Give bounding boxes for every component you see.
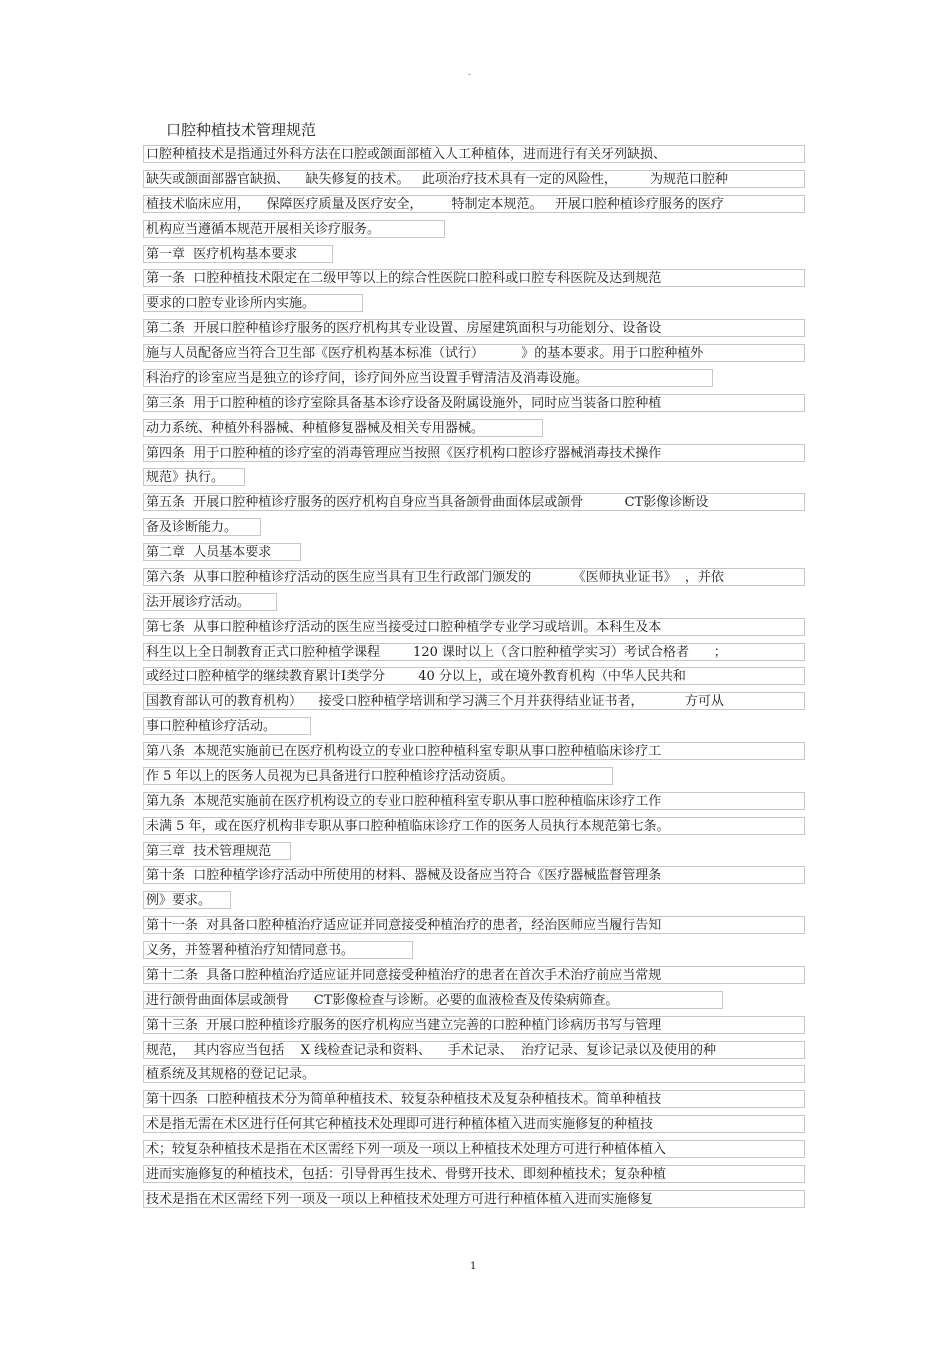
text-line: 国教育部认可的教育机构） 接受口腔种植学培训和学习满三个月并获得结业证书者， 方可从 bbox=[143, 692, 805, 710]
header-mark: - bbox=[468, 70, 472, 80]
text-line: 未满 5 年，或在医疗机构非专职从事口腔种植临床诊疗工作的医务人员执行本规范第七条。 bbox=[143, 817, 805, 835]
text-line: 第五条 开展口腔种植诊疗服务的医疗机构自身应当具备颌骨曲面体层或颌骨 CT影像诊断设 bbox=[143, 493, 805, 511]
text-line: 备及诊断能力。 bbox=[143, 518, 261, 536]
text-line: 要求的口腔专业诊所内实施。 bbox=[143, 294, 363, 312]
text-line: 缺失或颌面部器官缺损、 缺失修复的技术。 此项治疗技术具有一定的风险性， 为规范口腔种 bbox=[143, 170, 805, 188]
text-line: 口腔种植技术是指通过外科方法在口腔或颌面部植入人工种植体，进而进行有关牙列缺损、 bbox=[143, 145, 805, 163]
text-line: 规范， 其内容应当包括 X 线检查记录和资料、 手术记录、 治疗记录、复诊记录以及使用的种 bbox=[143, 1041, 805, 1059]
text-line: 第七条 从事口腔种植诊疗活动的医生应当接受过口腔种植学专业学习或培训。本科生及本 bbox=[143, 618, 805, 636]
text-line: 第九条 本规范实施前在医疗机构设立的专业口腔种植科室专职从事口腔种植临床诊疗工作 bbox=[143, 792, 805, 810]
text-line: 进而实施修复的种植技术，包括：引导骨再生技术、骨劈开技术、即刻种植技术；复杂种植 bbox=[143, 1165, 805, 1183]
text-line: 第十二条 具备口腔种植治疗适应证并同意接受种植治疗的患者在首次手术治疗前应当常规 bbox=[143, 966, 805, 984]
document-title: 口腔种植技术管理规范 bbox=[166, 121, 317, 139]
text-line: 规范》执行。 bbox=[143, 468, 245, 486]
text-line: 例》要求。 bbox=[143, 891, 231, 909]
text-line: 第六条 从事口腔种植诊疗活动的医生应当具有卫生行政部门颁发的 《医师执业证书》 ，并依 bbox=[143, 568, 805, 586]
page-number: 1 bbox=[470, 1261, 477, 1272]
text-line: 第三条 用于口腔种植的诊疗室除具备基本诊疗设备及附属设施外，同时应当装备口腔种植 bbox=[143, 394, 805, 412]
text-line: 或经过口腔种植学的继续教育累计Ⅰ类学分 40 分以上，或在境外教育机构（中华人民共和 bbox=[143, 667, 805, 685]
text-line: 第十一条 对具备口腔种植治疗适应证并同意接受种植治疗的患者，经治医师应当履行告知 bbox=[143, 916, 805, 934]
text-line: 第十四条 口腔种植技术分为简单种植技术、较复杂种植技术及复杂种植技术。简单种植技 bbox=[143, 1090, 805, 1108]
text-line: 科生以上全日制教育正式口腔种植学课程 120 课时以上（含口腔种植学实习）考试合格者 ； bbox=[143, 643, 805, 661]
text-line: 进行颌骨曲面体层或颌骨 CT影像检查与诊断。必要的血液检查及传染病筛查。 bbox=[143, 991, 723, 1009]
text-line: 术是指无需在术区进行任何其它种植技术处理即可进行种植体植入进而实施修复的种植技 bbox=[143, 1115, 805, 1133]
text-line: 机构应当遵循本规范开展相关诊疗服务。 bbox=[143, 220, 445, 238]
text-line: 科治疗的诊室应当是独立的诊疗间，诊疗间外应当设置手臂清洁及消毒设施。 bbox=[143, 369, 713, 387]
text-line: 第十三条 开展口腔种植诊疗服务的医疗机构应当建立完善的口腔种植门诊病历书写与管理 bbox=[143, 1016, 805, 1034]
text-line: 术；较复杂种植技术是指在术区需经下列一项及一项以上种植技术处理方可进行种植体植入 bbox=[143, 1140, 805, 1158]
text-line: 第一章 医疗机构基本要求 bbox=[143, 245, 333, 263]
text-line: 第二条 开展口腔种植诊疗服务的医疗机构其专业设置、房屋建筑面积与功能划分、设备设 bbox=[143, 319, 805, 337]
text-line: 第二章 人员基本要求 bbox=[143, 543, 301, 561]
text-line: 动力系统、种植外科器械、种植修复器械及相关专用器械。 bbox=[143, 419, 543, 437]
text-line: 第四条 用于口腔种植的诊疗室的消毒管理应当按照《医疗机构口腔诊疗器械消毒技术操作 bbox=[143, 444, 805, 462]
text-line: 植系统及其规格的登记记录。 bbox=[143, 1065, 805, 1083]
text-line: 技术是指在术区需经下列一项及一项以上种植技术处理方可进行种植体植入进而实施修复 bbox=[143, 1190, 805, 1208]
text-line: 植技术临床应用， 保障医疗质量及医疗安全， 特制定本规范。 开展口腔种植诊疗服务的医疗 bbox=[143, 195, 805, 213]
text-line: 第一条 口腔种植技术限定在二级甲等以上的综合性医院口腔科或口腔专科医院及达到规范 bbox=[143, 269, 805, 287]
text-line: 法开展诊疗活动。 bbox=[143, 593, 277, 611]
text-line: 第三章 技术管理规范 bbox=[143, 842, 291, 860]
text-line: 义务，并签署种植治疗知情同意书。 bbox=[143, 941, 413, 959]
text-line: 第十条 口腔种植学诊疗活动中所使用的材料、器械及设备应当符合《医疗器械监督管理条 bbox=[143, 866, 805, 884]
text-line: 事口腔种植诊疗活动。 bbox=[143, 717, 311, 735]
text-line: 第八条 本规范实施前已在医疗机构设立的专业口腔种植科室专职从事口腔种植临床诊疗工 bbox=[143, 742, 805, 760]
document-body bbox=[143, 145, 805, 1215]
text-line: 作 5 年以上的医务人员视为已具备进行口腔种植诊疗活动资质。 bbox=[143, 767, 613, 785]
text-line: 施与人员配备应当符合卫生部《医疗机构基本标准（试行） 》的基本要求。用于口腔种植外 bbox=[143, 344, 805, 362]
